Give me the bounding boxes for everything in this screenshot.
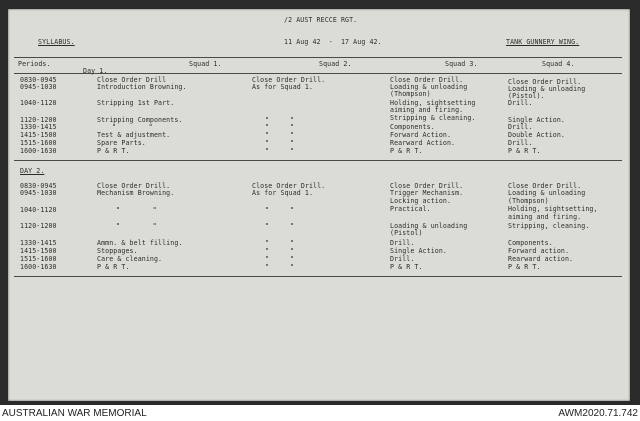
ditto-mark: " <box>265 239 270 247</box>
ditto-mark: " <box>265 139 270 147</box>
ditto-mark: " <box>265 116 270 124</box>
squad-1-entry: Care & cleaning. <box>97 255 163 263</box>
squad-4-entry: Drill. <box>508 123 533 131</box>
ditto-mark: " <box>265 255 270 263</box>
squad-4-entry: Drill. <box>508 99 533 107</box>
squad-1-entry: " " <box>116 222 157 230</box>
period-time: 0830-0945 <box>20 182 57 190</box>
squad-1-entry: Close Order Drill <box>97 76 167 84</box>
squad-4-entry: Close Order Drill. <box>508 182 582 190</box>
ditto-mark: " <box>265 131 270 139</box>
ditto-mark: " <box>265 247 270 255</box>
squad-4-entry: Drill. <box>508 139 533 147</box>
archive-footer <box>0 405 640 421</box>
ditto-mark: " <box>265 147 270 155</box>
squad-3-entry: Drill. <box>390 239 415 247</box>
squad-1-entry: Stripping Components. <box>97 116 183 124</box>
squad-3-entry: aiming and firing. <box>390 106 464 114</box>
squad-2-entry: Close Order Drill. <box>252 76 326 84</box>
day-2-label: DAY 2. <box>20 167 45 175</box>
squad-4-entry: Close Order Drill. <box>508 78 582 86</box>
squad-4-entry: Loading & unloading <box>508 189 586 197</box>
table-top-rule <box>14 57 622 58</box>
squad-1-entry: Stripping 1st Part. <box>97 99 175 107</box>
squad-1-entry: P & R T. <box>97 263 130 271</box>
squad-1-entry: Spare Parts. <box>97 139 146 147</box>
ditto-mark: " <box>290 206 295 214</box>
squad-2-entry: Close Order Drill. <box>252 182 326 190</box>
table-bottom-rule <box>14 276 622 277</box>
squad-1-entry: " " <box>116 206 157 214</box>
period-time: 0945-1030 <box>20 83 57 91</box>
period-time: 1600-1630 <box>20 263 57 271</box>
ditto-mark: " <box>265 263 270 271</box>
squad-4-entry: (Thompson) <box>508 197 549 205</box>
ditto-mark: " <box>290 222 295 230</box>
period-time: 1120-1200 <box>20 222 57 230</box>
document-page <box>8 9 630 401</box>
squad-3-entry: (Pistol) <box>390 229 423 237</box>
day-1-label: Day 1. <box>83 67 108 75</box>
squad-3-entry: Practical. <box>390 205 431 213</box>
squad-3-entry: P & R T. <box>390 147 423 155</box>
squad-1-entry: " " <box>112 123 153 131</box>
squad-3-entry: Single Action. <box>390 247 447 255</box>
ditto-mark: " <box>265 222 270 230</box>
syllabus-heading: SYLLABUS. <box>38 38 75 46</box>
accession-number: AWM2020.71.742 <box>558 408 638 419</box>
ditto-mark: " <box>290 247 295 255</box>
period-time: 1600-1630 <box>20 147 57 155</box>
squad-4-entry: aiming and firing. <box>508 213 582 221</box>
col-header-periods: Periods. <box>18 60 51 68</box>
col-header-squad-3: Squad 3. <box>445 60 478 68</box>
squad-3-entry: Close Order Drill. <box>390 182 464 190</box>
wing-heading: TANK GUNNERY WING. <box>506 38 580 46</box>
squad-4-entry: P & R T. <box>508 263 541 271</box>
day-separator-rule <box>14 160 622 161</box>
squad-3-entry: Stripping & cleaning. <box>390 114 476 122</box>
squad-2-entry: As for Squad 1. <box>252 189 314 197</box>
squad-3-entry: Rearward Action. <box>390 139 456 147</box>
squad-4-entry: Rearward action. <box>508 255 574 263</box>
period-time: 1040-1120 <box>20 99 57 107</box>
squad-3-entry: Holding, sightsetting <box>390 99 476 107</box>
squad-3-entry: Drill. <box>390 255 415 263</box>
period-time: 1415-1500 <box>20 131 57 139</box>
period-time: 1515-1600 <box>20 255 57 263</box>
squad-3-entry: Locking action. <box>390 197 452 205</box>
ditto-mark: " <box>265 123 270 131</box>
date-range: 11 Aug 42 - 17 Aug 42. <box>284 38 382 46</box>
ditto-mark: " <box>290 147 295 155</box>
squad-4-entry: Loading & unloading <box>508 85 586 93</box>
squad-4-entry: Forward action. <box>508 247 570 255</box>
period-time: 0830-0945 <box>20 76 57 84</box>
period-time: 1330-1415 <box>20 239 57 247</box>
squad-3-entry: Trigger Mechanism. <box>390 189 464 197</box>
squad-4-entry: Holding, sightsetting, <box>508 205 598 213</box>
squad-4-entry: Stripping, cleaning. <box>508 222 590 230</box>
col-header-squad-1: Squad 1. <box>189 60 222 68</box>
squad-1-entry: Ammn. & belt filling. <box>97 239 183 247</box>
squad-4-entry: Components. <box>508 239 553 247</box>
ditto-mark: " <box>290 131 295 139</box>
squad-2-entry: As for Squad 1. <box>252 83 314 91</box>
squad-3-entry: Components. <box>390 123 435 131</box>
squad-1-entry: Close Order Drill. <box>97 182 171 190</box>
header-rule <box>14 73 622 74</box>
period-time: 1515-1600 <box>20 139 57 147</box>
col-header-squad-4: Squad 4. <box>542 60 575 68</box>
ditto-mark: " <box>290 123 295 131</box>
squad-1-entry: Mechanism Browning. <box>97 189 175 197</box>
squad-3-entry: Loading & unloading <box>390 83 468 91</box>
ditto-mark: " <box>290 239 295 247</box>
squad-4-entry: P & R T. <box>508 147 541 155</box>
squad-4-entry: Double Action. <box>508 131 565 139</box>
ditto-mark: " <box>290 116 295 124</box>
period-time: 1040-1120 <box>20 206 57 214</box>
squad-3-entry: Close Order Drill. <box>390 76 464 84</box>
squad-1-entry: P & R T. <box>97 147 130 155</box>
squad-1-entry: Introduction Browning. <box>97 83 187 91</box>
ditto-mark: " <box>290 263 295 271</box>
squad-4-entry: (Pistol). <box>508 92 545 100</box>
period-time: 1415-1500 <box>20 247 57 255</box>
ditto-mark: " <box>290 139 295 147</box>
period-time: 0945-1030 <box>20 189 57 197</box>
ditto-mark: " <box>290 255 295 263</box>
squad-1-entry: Test & adjustment. <box>97 131 171 139</box>
squad-3-entry: P & R T. <box>390 263 423 271</box>
squad-3-entry: (Thompson) <box>390 90 431 98</box>
period-time: 1120-1200 <box>20 116 57 124</box>
ditto-mark: " <box>265 206 270 214</box>
squad-3-entry: Loading & unloading <box>390 222 468 230</box>
squad-1-entry: Stoppages. <box>97 247 138 255</box>
document-title: /2 AUST RECCE RGT. <box>284 16 358 24</box>
period-time: 1330-1415 <box>20 123 57 131</box>
squad-4-entry: Single Action. <box>508 116 565 124</box>
col-header-squad-2: Squad 2. <box>319 60 352 68</box>
archive-credit: AUSTRALIAN WAR MEMORIAL <box>2 408 147 419</box>
squad-3-entry: Forward Action. <box>390 131 452 139</box>
